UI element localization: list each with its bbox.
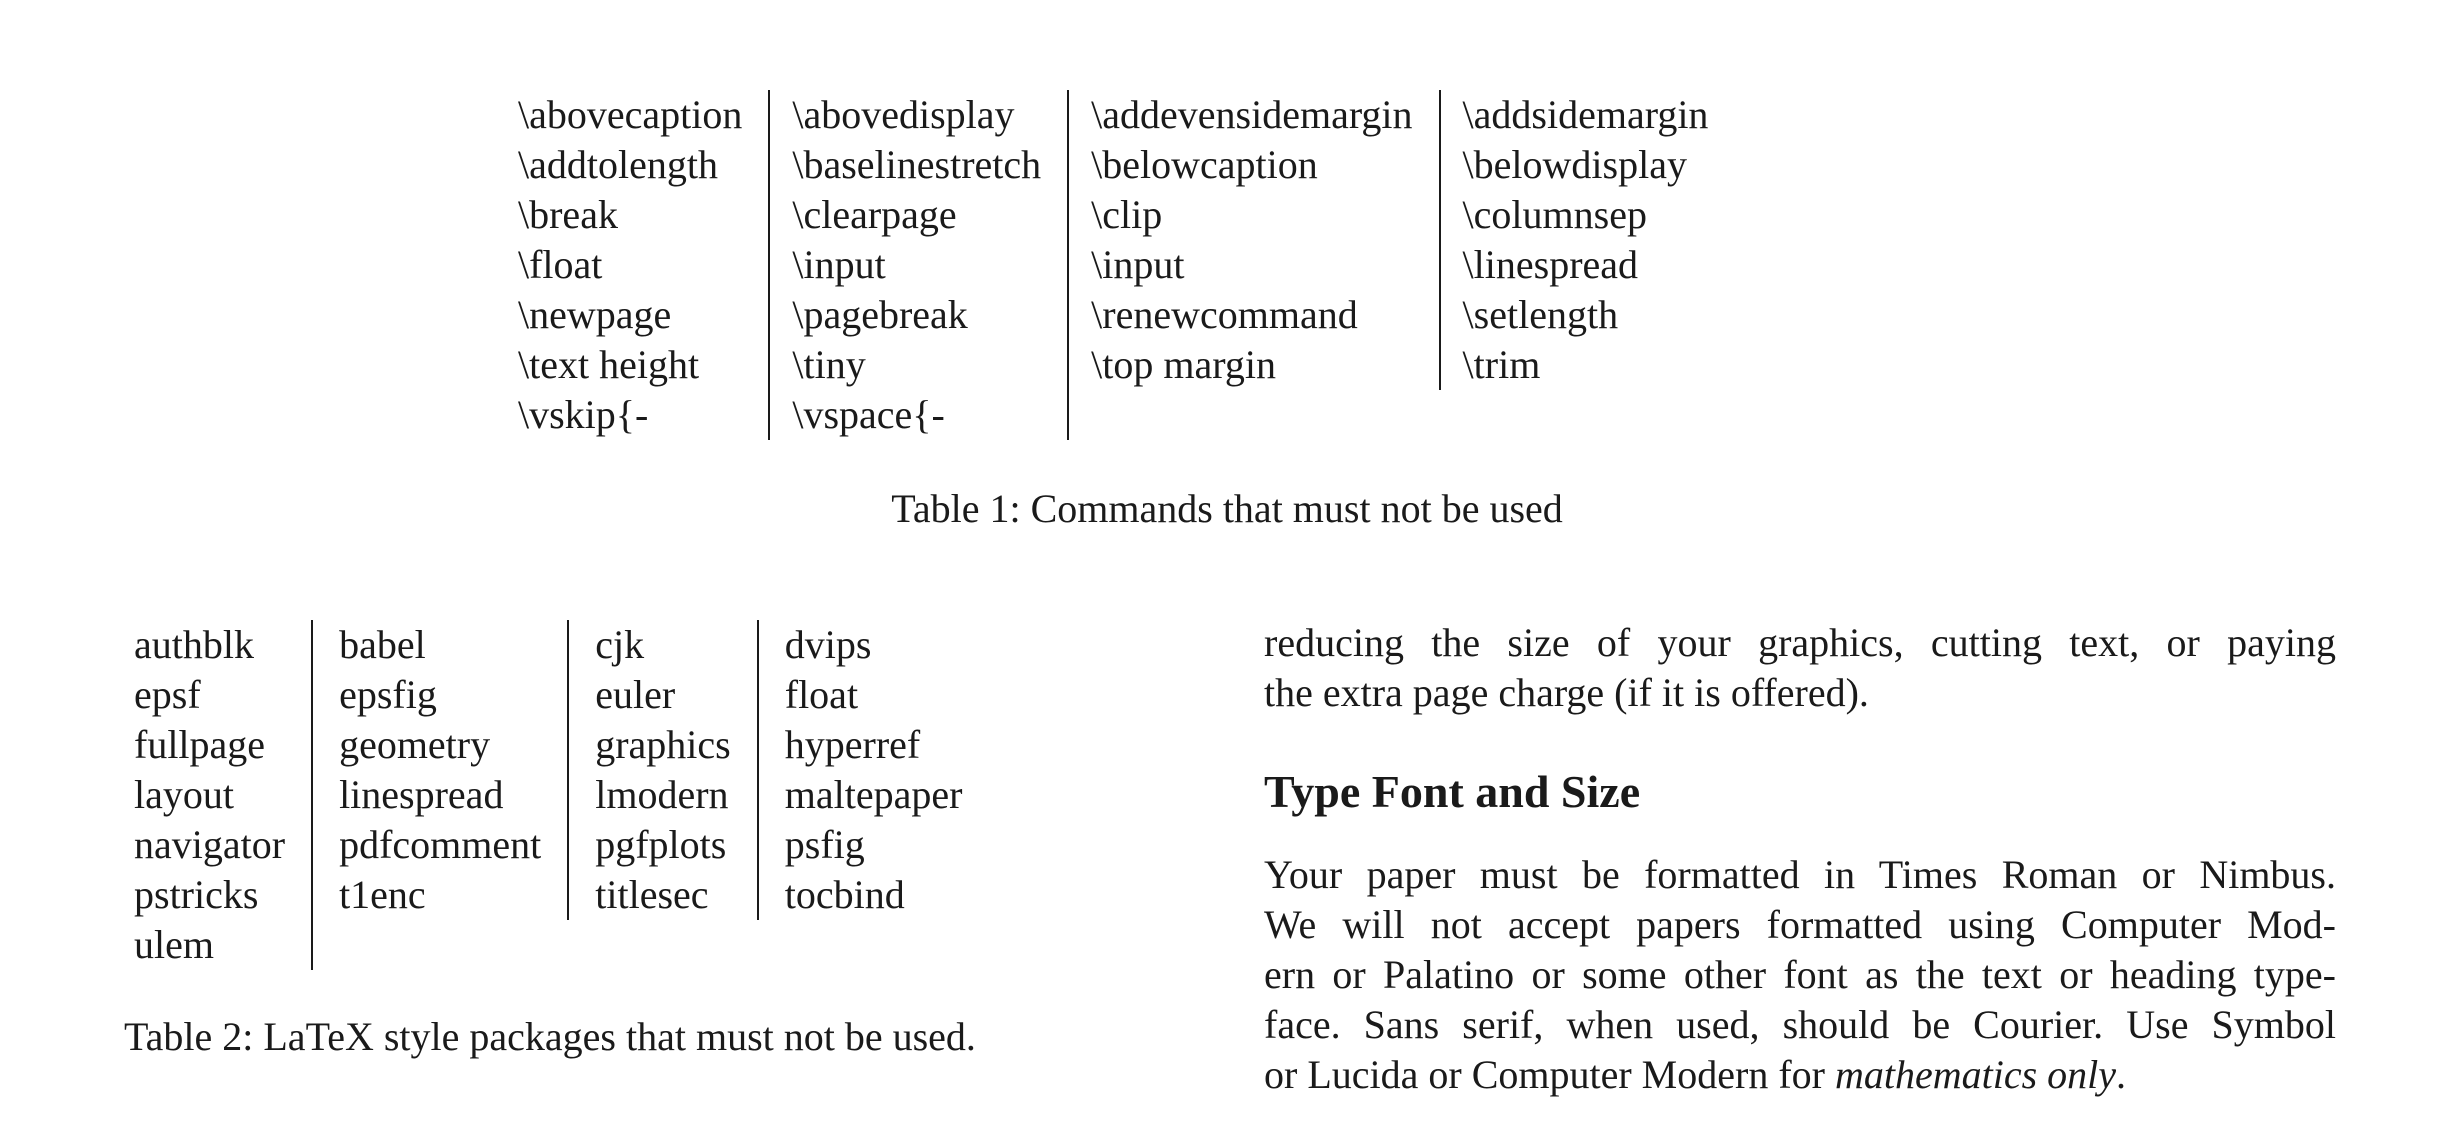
- package-cell: pgfplots: [568, 820, 758, 870]
- table-2-body: [134, 620, 988, 970]
- command-cell: [1068, 390, 1439, 440]
- paragraph-continuation: [1264, 618, 2336, 718]
- command-cell: \input: [769, 240, 1068, 290]
- text-line: reducing the size of your graphics, cutting text, or paying: [1264, 620, 2336, 665]
- paragraph-type-font: [1264, 850, 2336, 1100]
- command-cell: \abovecaption: [518, 92, 743, 137]
- package-cell: linespread: [312, 770, 568, 820]
- package-cell: pstricks: [134, 872, 259, 917]
- text-fragment: or Lucida or Computer Modern for: [1264, 1052, 1835, 1097]
- package-cell: layout: [134, 772, 234, 817]
- command-cell: [1440, 390, 1735, 440]
- right-column-text: [1264, 618, 2336, 1100]
- command-cell: \belowdisplay: [1440, 140, 1735, 190]
- package-cell: lmodern: [568, 770, 758, 820]
- package-cell: graphics: [568, 720, 758, 770]
- package-cell: navigator: [134, 822, 286, 867]
- package-cell: babel: [312, 620, 568, 670]
- package-cell: float: [758, 670, 989, 720]
- table-1-body: [518, 90, 1734, 440]
- package-cell: euler: [568, 670, 758, 720]
- table-1-caption: Table 1: Commands that must not be used: [891, 486, 1563, 531]
- package-cell: titlesec: [568, 870, 758, 920]
- package-cell: dvips: [758, 620, 989, 670]
- command-cell: \renewcommand: [1068, 290, 1439, 340]
- package-cell: geometry: [312, 720, 568, 770]
- package-cell: hyperref: [758, 720, 989, 770]
- table-row: [518, 340, 1734, 390]
- table-row: [134, 820, 988, 870]
- text-line: Your paper must be formatted in Times Roman or Nimbus.: [1264, 852, 2336, 897]
- command-cell: \baselinestretch: [769, 140, 1068, 190]
- command-cell: \float: [518, 242, 603, 287]
- table-row: [134, 770, 988, 820]
- package-cell: fullpage: [134, 722, 266, 767]
- package-cell: authblk: [134, 622, 254, 667]
- table-row: [518, 240, 1734, 290]
- package-cell: epsfig: [312, 670, 568, 720]
- command-cell: \clip: [1068, 190, 1439, 240]
- package-cell: epsf: [134, 672, 201, 717]
- text-line: face. Sans serif, when used, should be Courier. Use Symbol: [1264, 1002, 2336, 1047]
- command-cell: \columnsep: [1440, 190, 1735, 240]
- package-cell: [568, 920, 758, 970]
- command-cell: \newpage: [518, 292, 672, 337]
- package-cell: cjk: [568, 620, 758, 670]
- command-cell: \abovedisplay: [769, 90, 1068, 140]
- command-cell: \pagebreak: [769, 290, 1068, 340]
- package-cell: t1enc: [312, 870, 568, 920]
- command-cell: \addsidemargin: [1440, 90, 1735, 140]
- command-cell: \vspace{-: [769, 390, 1068, 440]
- package-cell: tocbind: [758, 870, 989, 920]
- package-cell: [758, 920, 989, 970]
- command-cell: \trim: [1440, 340, 1735, 390]
- text-line: [1264, 1050, 2336, 1100]
- section-heading: Type Font and Size: [1264, 766, 1641, 817]
- table-row: [134, 870, 988, 920]
- command-cell: \linespread: [1440, 240, 1735, 290]
- command-cell: \belowcaption: [1068, 140, 1439, 190]
- text-line: the extra page charge (if it is offered).: [1264, 670, 1869, 715]
- table-row: [518, 390, 1734, 440]
- package-cell: maltepaper: [758, 770, 989, 820]
- table-row: [134, 720, 988, 770]
- command-cell: \addtolength: [518, 142, 718, 187]
- command-cell: \setlength: [1440, 290, 1735, 340]
- command-cell: \text height: [518, 342, 700, 387]
- package-cell: ulem: [134, 922, 214, 967]
- text-line: We will not accept papers formatted using Computer Mod-: [1264, 902, 2336, 947]
- table-row: [518, 190, 1734, 240]
- package-cell: [312, 920, 568, 970]
- command-cell: \clearpage: [769, 190, 1068, 240]
- text-fragment: .: [2116, 1052, 2127, 1097]
- command-cell: \break: [518, 192, 618, 237]
- command-cell: \input: [1068, 240, 1439, 290]
- table-2-caption: Table 2: LaTeX style packages that must not be used.: [124, 1014, 976, 1059]
- command-cell: \tiny: [769, 340, 1068, 390]
- table-2-packages: [134, 620, 988, 970]
- table-row: [518, 90, 1734, 140]
- table-row: [134, 670, 988, 720]
- command-cell: \vskip{-: [518, 392, 649, 437]
- package-cell: psfig: [758, 820, 989, 870]
- table-row: [518, 140, 1734, 190]
- package-cell: pdfcomment: [312, 820, 568, 870]
- emphasized-text: mathematics only: [1834, 1052, 2117, 1097]
- text-line: ern or Palatino or some other font as the text or heading type-: [1264, 952, 2336, 997]
- command-cell: \top margin: [1068, 340, 1439, 390]
- table-row: [134, 620, 988, 670]
- table-row: [134, 920, 988, 970]
- table-row: [518, 290, 1734, 340]
- command-cell: \addevensidemargin: [1068, 90, 1439, 140]
- table-1-commands: [518, 90, 1734, 440]
